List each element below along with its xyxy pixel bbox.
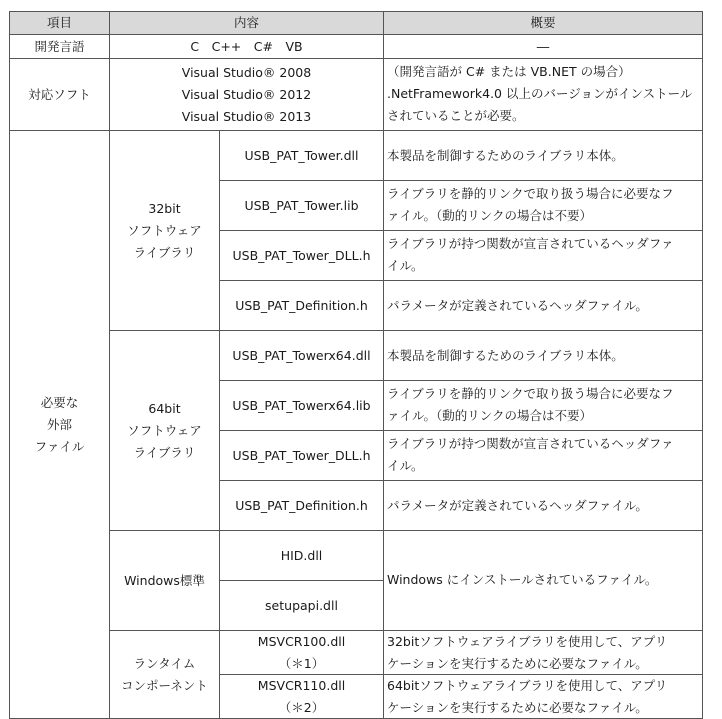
runtime-label-line: コンポーネント xyxy=(121,677,208,693)
runtime-file: MSVCR110.dll xyxy=(257,677,346,693)
soft-version: Visual Studio® 2008 xyxy=(181,64,312,80)
runtime-note: （＊1） xyxy=(278,655,325,671)
desc-line: 32bitソフトウェアライブラリを使用して、アプリ xyxy=(387,634,668,649)
lib64-file-desc xyxy=(387,433,701,477)
lib32-file-name: USB_PAT_Definition.h xyxy=(235,297,368,313)
windows-file-name: HID.dll xyxy=(280,547,323,563)
desc-line: ライブラリを静的リンクで取り扱う場合に必要なフ xyxy=(387,386,674,401)
runtime-file-name xyxy=(220,675,383,718)
lib32-file-desc xyxy=(387,295,701,317)
desc-line: 本製品を制御するためのライブラリ本体。 xyxy=(387,148,624,163)
header-item: 項目 xyxy=(46,15,72,30)
lib32-file-desc xyxy=(387,183,701,227)
soft-summary-line: .NetFramework4.0 以上のバージョンがインストール xyxy=(387,86,693,101)
lib64-file-desc xyxy=(387,495,701,517)
desc-line: Windows にインストールされているファイル。 xyxy=(387,572,658,587)
lib32-file-name: USB_PAT_Tower_DLL.h xyxy=(232,247,371,263)
lib32-label-line: ライブラリ xyxy=(133,244,196,260)
lib64-file-name: USB_PAT_Definition.h xyxy=(235,497,368,513)
lib32-label-line: 32bit xyxy=(148,200,181,216)
header-content: 内容 xyxy=(233,15,259,30)
runtime-file-name xyxy=(220,631,383,674)
desc-line: 本製品を制御するためのライブラリ本体。 xyxy=(387,348,624,363)
lib32-file-name: USB_PAT_Tower.lib xyxy=(244,197,359,213)
soft-version: Visual Studio® 2012 xyxy=(181,86,312,102)
desc-line: イル。 xyxy=(387,458,424,473)
lib32-label-line: ソフトウェア xyxy=(127,222,202,238)
desc-line: ァイル。（動的リンクの場合は不要） xyxy=(387,408,593,423)
lang-content: C C++ C# VB xyxy=(190,38,303,54)
runtime-desc xyxy=(387,631,701,675)
soft-summary xyxy=(387,61,701,127)
runtime-label xyxy=(110,631,219,718)
files-label-line: 必要な xyxy=(40,394,79,410)
files-label-line: 外部 xyxy=(46,416,72,432)
files-label-line: ファイル xyxy=(34,438,85,454)
desc-line: イル。 xyxy=(387,258,424,273)
windows-file-name: setupapi.dll xyxy=(265,597,338,613)
runtime-label-line: ランタイム xyxy=(133,655,196,671)
lang-label: 開発言語 xyxy=(34,38,85,54)
header-summary: 概要 xyxy=(530,15,556,30)
files-label xyxy=(10,131,109,718)
soft-label: 対応ソフト xyxy=(28,86,91,102)
lib64-label-line: ライブラリ xyxy=(133,444,196,460)
lib64-file-desc xyxy=(387,383,701,427)
runtime-note: （＊2） xyxy=(278,699,325,715)
windows-label: Windows標準 xyxy=(124,572,205,588)
runtime-file: MSVCR100.dll xyxy=(257,633,346,649)
lib64-file-name: USB_PAT_Tower_DLL.h xyxy=(232,447,371,463)
soft-version: Visual Studio® 2013 xyxy=(181,108,312,124)
lib32-file-name: USB_PAT_Tower.dll xyxy=(244,147,359,163)
desc-line: パラメータが定義されているヘッダファイル。 xyxy=(387,498,648,513)
desc-line: ライブラリが持つ関数が宣言されているヘッダファ xyxy=(387,436,674,451)
lib32-file-desc xyxy=(387,233,701,277)
rule xyxy=(702,11,703,719)
desc-line: 64bitソフトウェアライブラリを使用して、アプリ xyxy=(387,678,668,693)
lib64-label xyxy=(110,331,219,530)
desc-line: ケーションを実行するために必要なファイル。 xyxy=(387,700,648,715)
runtime-desc xyxy=(387,675,701,719)
lib64-file-name: USB_PAT_Towerx64.dll xyxy=(232,347,371,363)
desc-line: ライブラリを静的リンクで取り扱う場合に必要なフ xyxy=(387,186,674,201)
desc-line: パラメータが定義されているヘッダファイル。 xyxy=(387,298,648,313)
lib64-file-name: USB_PAT_Towerx64.lib xyxy=(232,397,371,413)
windows-desc xyxy=(387,569,701,591)
lib32-label xyxy=(110,131,219,330)
soft-versions xyxy=(110,59,383,130)
lang-summary: ― xyxy=(536,38,550,54)
desc-line: ァイル。（動的リンクの場合は不要） xyxy=(387,208,593,223)
desc-line: ケーションを実行するために必要なファイル。 xyxy=(387,656,648,671)
lib32-file-desc xyxy=(387,145,701,167)
desc-line: ライブラリが持つ関数が宣言されているヘッダファ xyxy=(387,236,674,251)
lib64-label-line: 64bit xyxy=(148,400,181,416)
lib64-file-desc xyxy=(387,345,701,367)
soft-summary-line: されていることが必要。 xyxy=(387,108,525,123)
lib64-label-line: ソフトウェア xyxy=(127,422,202,438)
soft-summary-line: （開発言語が C# または VB.NET の場合） xyxy=(387,64,631,79)
rule xyxy=(383,11,384,719)
